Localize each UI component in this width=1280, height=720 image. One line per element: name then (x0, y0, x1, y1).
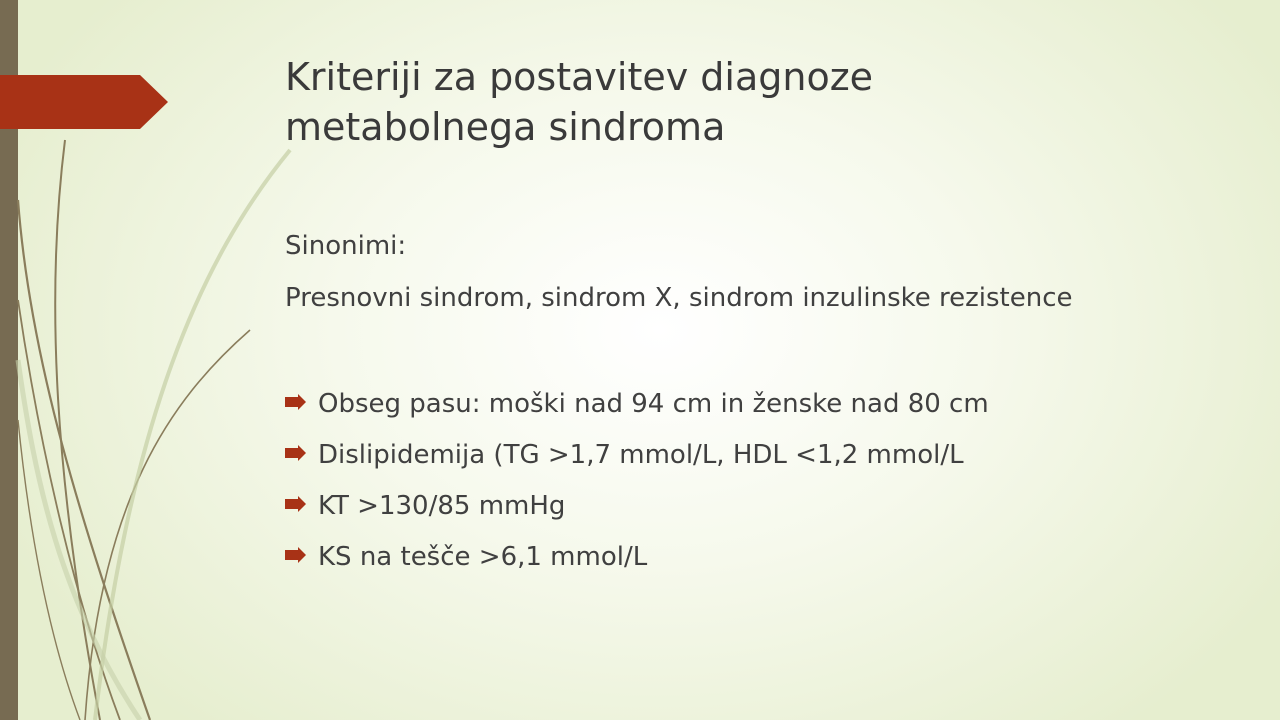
arrow-right-bullet-icon (285, 547, 307, 563)
slide-content (285, 228, 1245, 590)
title-line-2: metabolnega sindroma (285, 105, 726, 149)
criteria-text: KS na tešče >6,1 mmol/L (318, 542, 648, 572)
synonyms-text: Presnovni sindrom, sindrom X, sindrom inzulinske rezistence (285, 283, 1073, 313)
accent-arrow-tab (0, 75, 170, 130)
arrow-right-bullet-icon (285, 394, 307, 410)
criteria-item (285, 488, 1245, 524)
criteria-text: Obseg pasu: moški nad 94 cm in ženske nad 80 cm (318, 389, 989, 419)
criteria-text: Dislipidemija (TG >1,7 mmol/L, HDL <1,2 mmol/L (318, 440, 964, 470)
slide-title (285, 52, 1185, 152)
criteria-item (285, 539, 1245, 575)
arrow-right-bullet-icon (285, 445, 307, 461)
synonyms-heading: Sinonimi: (285, 231, 407, 261)
criteria-item (285, 437, 1245, 473)
arrow-right-bullet-icon (285, 496, 307, 512)
criteria-item (285, 386, 1245, 422)
criteria-text: KT >130/85 mmHg (318, 491, 566, 521)
title-line-1: Kriteriji za postavitev diagnoze (285, 55, 874, 99)
criteria-list (285, 386, 1245, 575)
